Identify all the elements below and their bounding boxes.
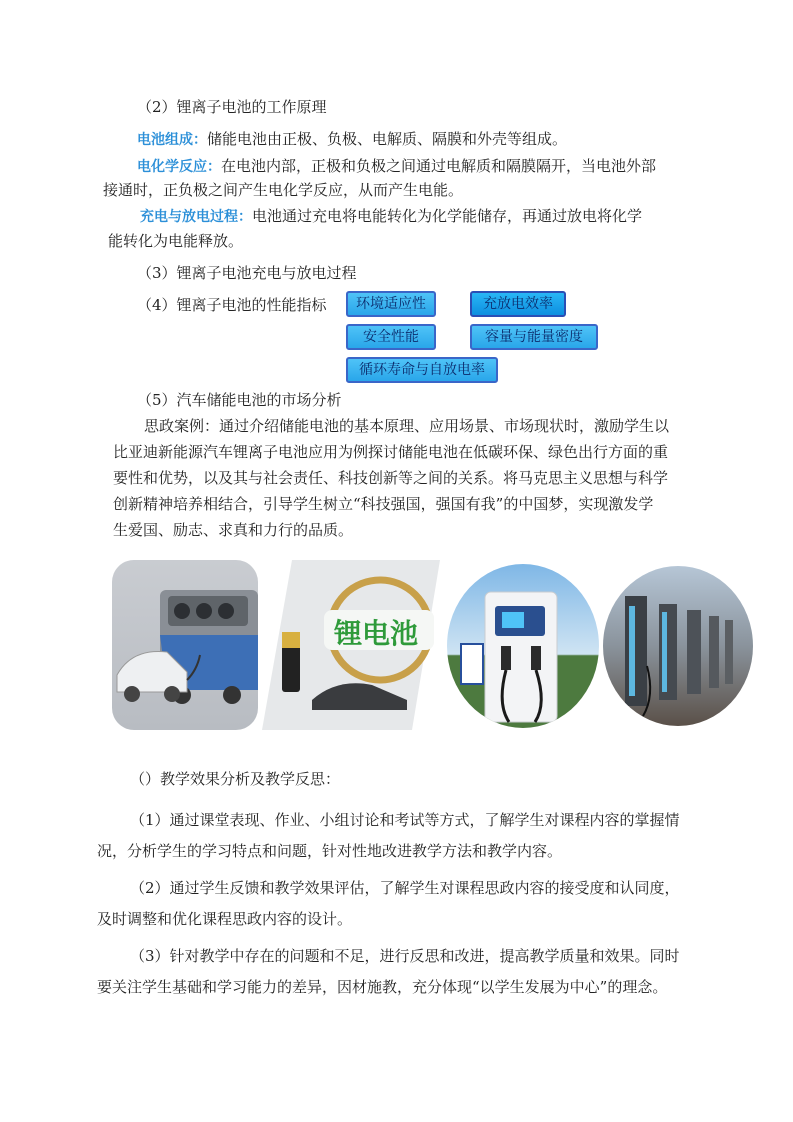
analysis-p1-line1: （1）通过课堂表现、作业、小组讨论和考试等方式，了解学生对课程内容的掌握情 — [130, 811, 680, 829]
analysis-p2-line1: （2）通过学生反馈和教学效果评估，了解学生对课程思政内容的接受度和认同度， — [130, 879, 680, 897]
charging-station-image — [447, 564, 599, 728]
indicator-box-cycle-life: 循环寿命与自放电率 — [346, 357, 498, 383]
ideology-line-4: 创新精神培养相结合，引导学生树立“科技强国，强国有我”的中国梦，实现激发学 — [113, 495, 654, 513]
electrochemical-text-2: 接通时，正负极之间产生电化学反应，从而产生电能。 — [103, 181, 464, 199]
ideology-line-3: 要性和优势，以及其与社会责任、科技创新等之间的关系。将马克思主义思想与科学 — [113, 469, 669, 487]
section5-heading: （5）汽车储能电池的市场分析 — [137, 391, 342, 409]
indicator-box-efficiency: 充放电效率 — [470, 291, 566, 317]
paragraph-electrochemical — [137, 155, 656, 178]
charge-discharge-label: 充电与放电过程： — [140, 209, 252, 225]
lithium-battery-image — [262, 560, 440, 730]
indicator-box-capacity: 容量与能量密度 — [470, 324, 598, 350]
charge-discharge-text-2: 能转化为电能释放。 — [108, 232, 244, 250]
charging-pillars-image — [603, 566, 753, 726]
ev-battery-truck-image — [112, 560, 258, 730]
battery-composition-label: 电池组成： — [137, 132, 207, 148]
section3-heading: （3）锂离子电池充电与放电过程 — [137, 264, 357, 282]
section2-heading: （2）锂离子电池的工作原理 — [137, 98, 327, 116]
charge-discharge-text-1: 电池通过充电将电能转化为化学能储存，再通过放电将化学 — [252, 207, 643, 225]
electrochemical-label: 电化学反应： — [137, 159, 221, 175]
lithium-battery-text: 锂电池 — [334, 617, 419, 650]
section4-heading: （4）锂离子电池的性能指标 — [137, 296, 327, 314]
electrochemical-text-1: 在电池内部，正极和负极之间通过电解质和隔膜隔开，当电池外部 — [221, 157, 657, 175]
analysis-p3-line2: 要关注学生基础和学习能力的差异，因材施教，充分体现“以学生发展为中心”的理念。 — [97, 978, 668, 996]
ideology-line-1: 思政案例：通过介绍储能电池的基本原理、应用场景、市场现状时，激励学生以 — [144, 417, 670, 435]
paragraph-charge-discharge — [140, 205, 642, 228]
paragraph-battery-composition — [137, 128, 567, 151]
ideology-line-5: 生爱国、励志、求真和力行的品质。 — [113, 521, 354, 539]
ideology-line-2: 比亚迪新能源汽车锂离子电池应用为例探讨储能电池在低碳环保、绿色出行方面的重 — [113, 443, 669, 461]
analysis-p1-line2: 况，分析学生的学习特点和问题，针对性地改进教学方法和教学内容。 — [97, 842, 563, 860]
analysis-heading: （）教学效果分析及教学反思： — [130, 770, 341, 788]
battery-composition-text: 储能电池由正极、负极、电解质、隔膜和外壳等组成。 — [207, 130, 568, 148]
indicator-box-environment: 环境适应性 — [346, 291, 436, 317]
analysis-p3-line1: （3）针对教学中存在的问题和不足，进行反思和改进，提高教学质量和效果。同时 — [130, 947, 680, 965]
indicator-box-safety: 安全性能 — [346, 324, 436, 350]
analysis-p2-line2: 及时调整和优化课程思政内容的设计。 — [97, 910, 353, 928]
